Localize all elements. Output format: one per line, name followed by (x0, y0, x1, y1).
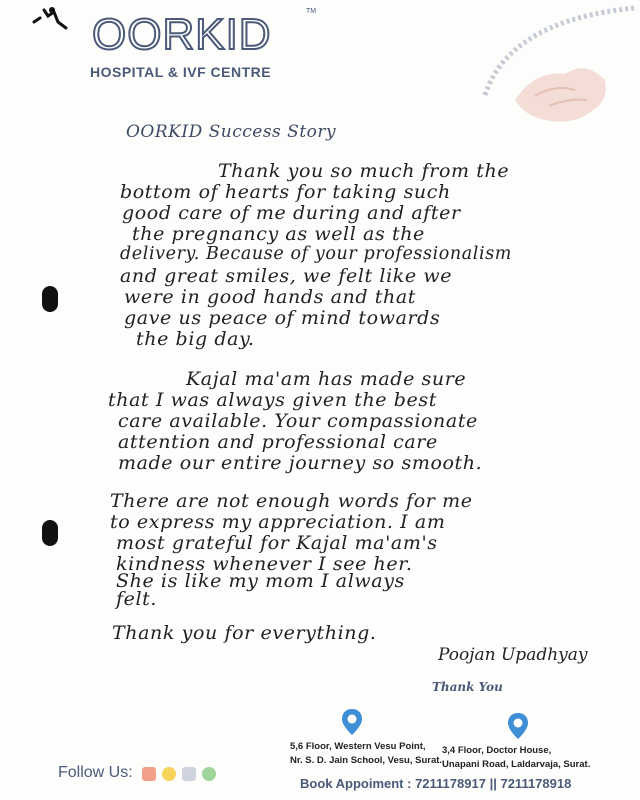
thank-you-print: Thank You (432, 680, 503, 694)
letter-line: bottom of hearts for taking such (120, 181, 451, 203)
book-appointment-label: Book Appoiment : 7211178917 (300, 776, 486, 791)
letter-line: attention and professional care (118, 431, 438, 453)
story-title: OORKID Success Story (126, 122, 337, 142)
phone-separator: || (489, 776, 497, 791)
address-line: Nr. S. D. Jain School, Vesu, Surat. (290, 755, 443, 766)
letter-line: delivery. Because of your professionalism (120, 244, 512, 264)
book-appointment (300, 776, 571, 791)
letter-line: She is like my mom I always (116, 570, 405, 592)
whatsapp-icon[interactable] (202, 767, 216, 781)
address-vesu (290, 740, 442, 768)
letter-line: Thank you so much from the (218, 160, 510, 182)
location-pin-icon (340, 708, 364, 736)
instagram-icon[interactable] (182, 767, 196, 781)
letter-line: the pregnancy as well as the (132, 223, 425, 245)
letter-line: There are not enough words for me (110, 490, 473, 512)
letter-line: made our entire journey so smooth. (118, 452, 483, 474)
letter-line: to express my appreciation. I am (110, 511, 446, 533)
letter-line: were in good hands and that (124, 286, 417, 308)
logo-trademark: TM (306, 8, 317, 15)
follow-us-label: Follow Us: (58, 764, 133, 781)
logo-subtitle: HOSPITAL & IVF CENTRE (90, 64, 272, 80)
binder-hole (42, 286, 58, 312)
hand-illustration-icon (505, 40, 615, 130)
address-line: 5,6 Floor, Western Vesu Point, (290, 741, 426, 752)
letter-line: and great smiles, we felt like we (120, 265, 453, 287)
corner-mark-icon (30, 4, 70, 36)
letter-line: good care of me during and after (122, 202, 461, 224)
signature: Poojan Upadhyay (438, 645, 588, 665)
address-laldarvaja (442, 744, 590, 772)
address-line: Unapani Road, Laldarvaja, Surat. (442, 759, 591, 770)
binder-hole (42, 520, 58, 546)
letter-line: gave us peace of mind towards (124, 307, 441, 329)
letter-line: care available. Your compassionate (118, 410, 478, 432)
letter-line: Thank you for everything. (112, 622, 377, 644)
letter-line: most grateful for Kajal ma'am's (116, 532, 438, 554)
twitter-icon[interactable] (162, 767, 176, 781)
letter-line: kindness whenever I see her. (116, 553, 413, 575)
letter-line: the big day. (136, 328, 255, 350)
letter-line: felt. (116, 588, 158, 610)
letter-line: that I was always given the best (108, 389, 437, 411)
logo-text: OORKID (92, 10, 272, 59)
address-line: 3,4 Floor, Doctor House, (442, 745, 552, 756)
location-pin-icon (506, 712, 530, 740)
phone-number-2[interactable]: 7211178918 (500, 776, 572, 791)
facebook-icon[interactable] (142, 767, 156, 781)
letter-line: Kajal ma'am has made sure (186, 368, 467, 390)
